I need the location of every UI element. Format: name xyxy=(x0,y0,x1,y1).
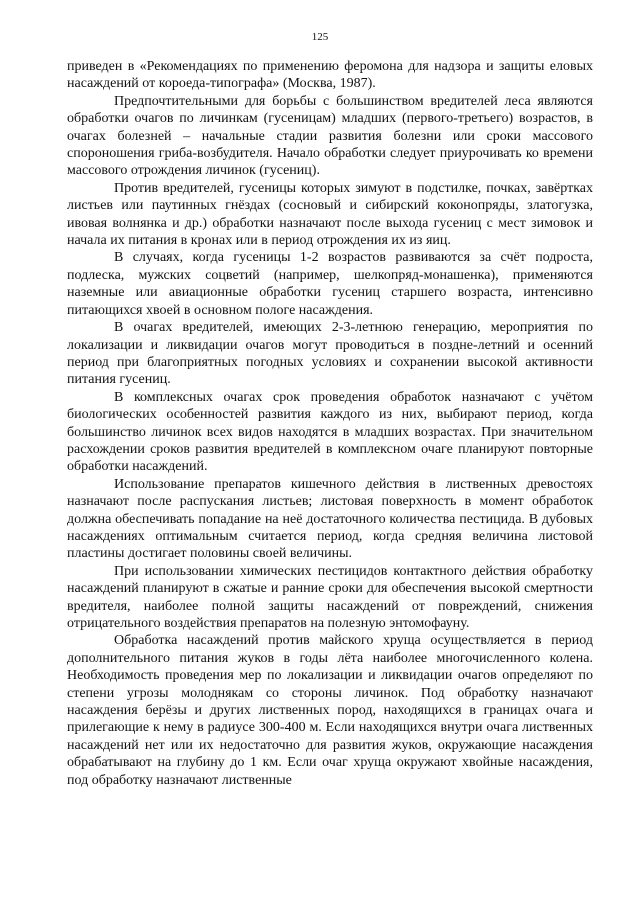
paragraph-3: Против вредителей, гусеницы которых зимуют в подстилке, почках, завёртках листьев или паутинных гнёздах (сосновый и сибирский коконопряды, златогузка, ивовая волнянка и др.) обработки назначают после выхода гусениц с мест зимовок и начала их питания в кронах или в период отрождения их из яиц. xyxy=(67,180,593,249)
paragraph-1: приведен в «Рекомендациях по применению феромона для надзора и защиты еловых насаждений от короеда-типографа» (Москва, 1987). xyxy=(67,59,593,92)
paragraph-8: При использовании химических пестицидов контактного действия обработку насаждений планируют в сжатые и ранние сроки для обеспечения высокой смертности вредителя, наиболее полной защиты насаждений от повреждений, снижения отрицательного воздействия препаратов на полезную энтомофауну. xyxy=(67,563,593,631)
paragraph-6: В комплексных очагах срок проведения обработок назначают с учётом биологических особенностей развития каждого из них, выбирают период, когда большинство личинок всех видов находятся в младших возрастах. При значительном расхождении сроков развития вредителей в комплексном очаге планируют повторные обработки насаждений. xyxy=(67,389,593,475)
paragraph-7: Использование препаратов кишечного действия в лиственных древостоях назначают после распускания листьев; листовая поверхность в момент обработок должна обеспечивать попадание на неё достаточного количества пестицида. В дубовых насаждениях оптимальным считается период, когда средняя величина листовой пластины достигает половины своей величины. xyxy=(67,476,593,562)
paragraph-5: В очагах вредителей, имеющих 2-3-летнюю генерацию, мероприятия по локализации и ликвидации очагов могут проводиться в поздне-летний и осенний период при благоприятных погодных условиях и сохранении высокой активности питания гусениц. xyxy=(67,320,593,388)
body-text xyxy=(67,58,593,789)
paragraph-9: Обработка насаждений против майского хруща осуществляется в период дополнительного питания жуков в годы лёта наиболее многочисленного колена. Необходимость проведения мер по локализации и ликвидации очагов определяют по степени угрозы молоднякам со стороны личинок. Под обработку назначают насаждения берёзы и других лиственных пород, находящихся в границах очага и прилегающие к нему в радиусе 300-400 м. Если находящихся внутри очага лиственных насаждений нет или их недостаточно для развития жуков, окружающие насаждения обрабатывают на глубину до 1 км. Если очаг хруща окружают хвойные насаждения, под обработку назначают лиственные xyxy=(67,633,593,788)
page-number: 125 xyxy=(311,31,329,43)
paragraph-2: Предпочтительными для борьбы с большинством вредителей леса являются обработки очагов по личинкам (гусеницам) младших (первого-третьего) возрастов, в очагах болезней – начальные стадии развития болезни или сроки массового спороношения гриба-возбудителя. Начало обработки следует приурочивать ко времени массового отрождения личинок (гусениц). xyxy=(67,93,593,179)
paragraph-4: В случаях, когда гусеницы 1-2 возрастов развиваются за счёт подроста, подлеска, мужских соцветий (например, шелкопряд-монашенка), применяются наземные или авиационные обработки гусениц старшего возраста, интенсивно питающихся хвоей в основном пологе насаждения. xyxy=(67,250,593,318)
